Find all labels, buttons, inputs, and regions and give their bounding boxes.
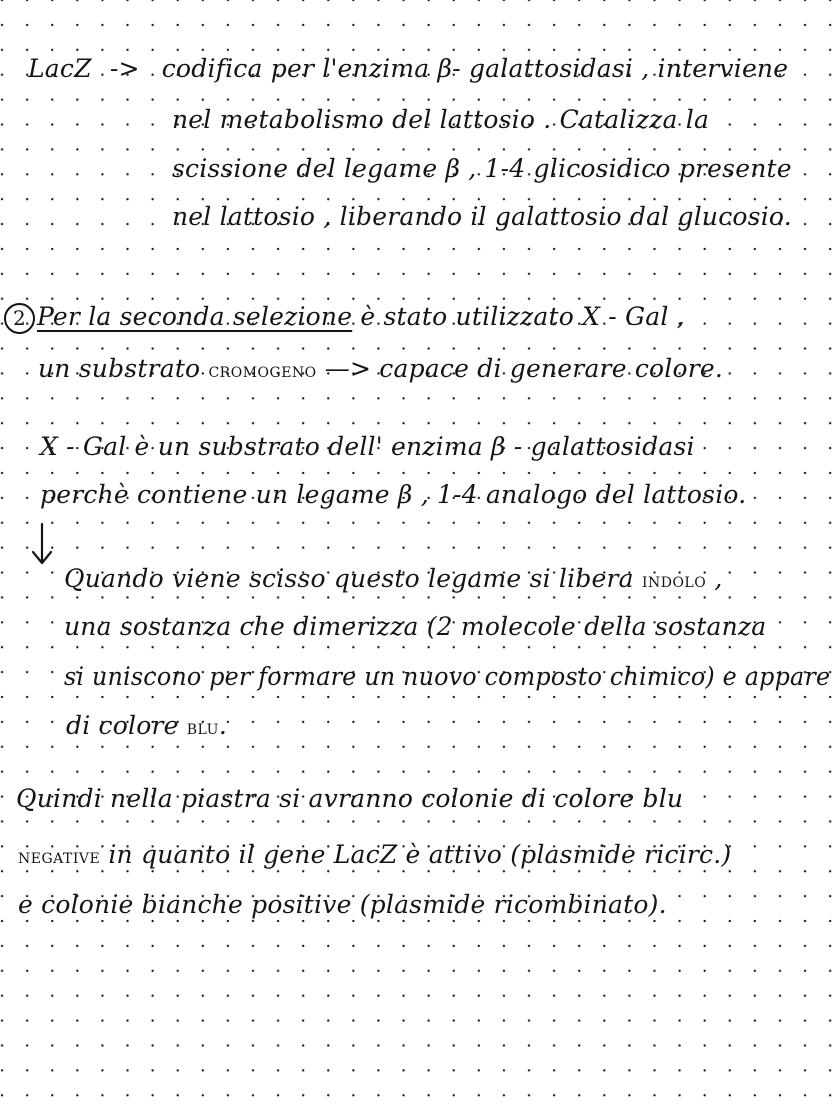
quindi-line-2 bbox=[18, 842, 731, 867]
lacz-line-1 bbox=[28, 56, 788, 81]
indolo-caps: indolo bbox=[641, 568, 707, 592]
quando-line-2 bbox=[64, 614, 766, 639]
text-span: (2 molecole della sostanza bbox=[418, 612, 767, 641]
lacz-line-2: nel metabolismo del lattosio . Catalizza la bbox=[172, 105, 710, 134]
lacz-line-4: nel lattosio , liberando il galattosio dal glucosio. bbox=[172, 202, 792, 231]
xgal-line-1: X - Gal è un substrato dell' enzima β - galattosidasi bbox=[40, 432, 695, 461]
cromogeno-caps: cromogeno bbox=[208, 358, 317, 382]
text-span: di colore bbox=[66, 711, 187, 740]
down-arrow-icon bbox=[30, 522, 54, 566]
section-number-circle: 2 bbox=[4, 303, 35, 334]
section-2-heading: Per la seconda selezione bbox=[37, 302, 353, 331]
blu-caps: blu bbox=[186, 715, 219, 739]
negative-caps: negative bbox=[18, 844, 101, 868]
section-2-heading-rest: è stato utilizzato X - Gal , bbox=[352, 302, 685, 331]
lacz-text-1: codifica per l'enzima β- galattosidasi , interviene bbox=[161, 54, 789, 83]
section-2-heading-line bbox=[4, 303, 685, 334]
section-2-line-2 bbox=[38, 356, 723, 381]
text-span: in quanto il gene LacZ è attivo (plasmide ricirc.) bbox=[100, 840, 732, 869]
text-span: —> capace di generare colore. bbox=[316, 354, 724, 383]
text-span: un substrato bbox=[38, 354, 209, 383]
quando-line-4 bbox=[66, 713, 227, 738]
quando-line-1 bbox=[64, 566, 723, 591]
text-span: una sostanza che dimerizza bbox=[64, 612, 419, 641]
lacz-line-3: scissione del legame β , 1-4 glicosidico presente bbox=[172, 154, 792, 183]
xgal-line-2: perchè contiene un legame β , 1-4 analogo del lattosio. bbox=[40, 480, 747, 509]
lacz-label: LacZ bbox=[28, 54, 92, 83]
text-span: Quando viene scisso questo legame si libera bbox=[64, 564, 642, 593]
quando-line-3: si uniscono per formare un nuovo composto chimico) e appare bbox=[64, 662, 831, 691]
quindi-line-1: Quindi nella piastra si avranno colonie di colore blu bbox=[16, 784, 684, 813]
text-span: , bbox=[706, 564, 723, 593]
lacz-arrow: -> bbox=[109, 54, 140, 83]
quindi-line-3: e colonie bianche positive (plasmide ricombinato). bbox=[18, 890, 667, 919]
text-span: . bbox=[218, 711, 228, 740]
